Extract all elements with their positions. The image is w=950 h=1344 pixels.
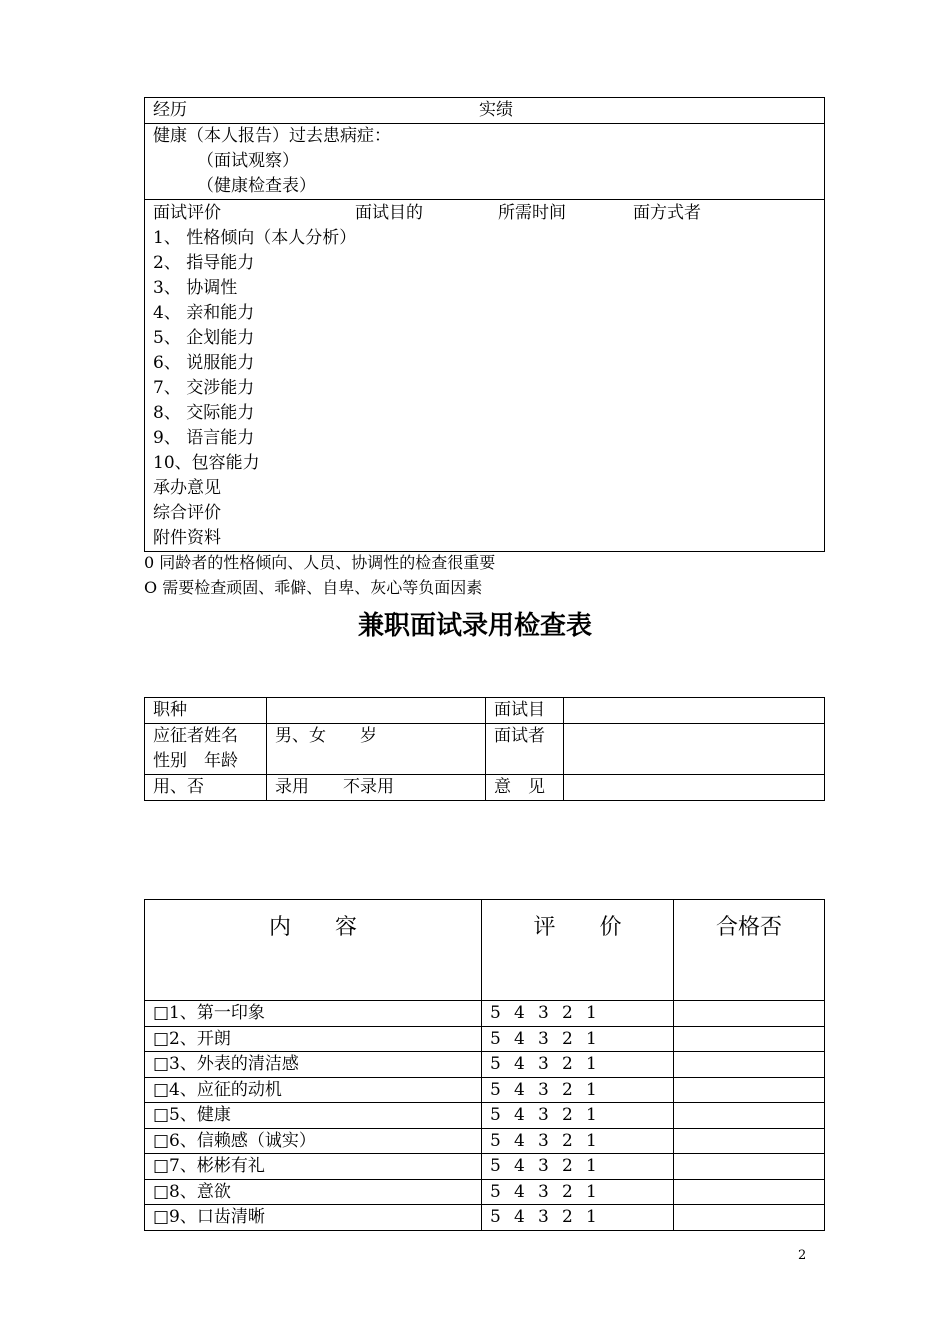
hire-options[interactable]: 录用 不录用 — [267, 775, 486, 801]
list-item: 7、 交涉能力 — [153, 378, 255, 398]
rating-option[interactable]: 5 — [490, 1130, 501, 1151]
rating-option[interactable]: 4 — [514, 1181, 525, 1202]
rating-option[interactable]: 5 — [490, 1079, 501, 1100]
list-item: 4、 亲和能力 — [153, 303, 255, 323]
checklist-item[interactable]: □4、应征的动机 — [145, 1077, 482, 1103]
health-line-2: （面试观察） — [197, 151, 299, 171]
rating-option[interactable]: 5 — [490, 1181, 501, 1202]
list-item: 6、 说服能力 — [153, 353, 255, 373]
rating-option[interactable]: 3 — [538, 1028, 549, 1049]
experience-label: 经历 — [153, 100, 187, 120]
opinion-label: 意 见 — [486, 775, 564, 801]
rating-option[interactable]: 2 — [562, 1181, 573, 1202]
interview-date-label: 面试目 — [486, 698, 564, 724]
achievement-label: 实绩 — [479, 100, 513, 120]
rating-option[interactable]: 5 — [490, 1156, 501, 1176]
rating-option[interactable]: 1 — [586, 1130, 597, 1151]
health-line-1: 健康（本人报告）过去患病症： — [153, 126, 391, 146]
table-row — [145, 1179, 825, 1205]
rating-option[interactable]: 4 — [514, 1079, 525, 1100]
rating-option[interactable]: 1 — [586, 1181, 597, 1202]
evaluation-cell — [145, 200, 825, 552]
job-label: 职种 — [145, 698, 267, 724]
list-item: 2、 指导能力 — [153, 253, 255, 273]
evaluation-checklist-table — [144, 899, 825, 1231]
table-row — [145, 1026, 825, 1052]
rating-option[interactable]: 2 — [562, 1207, 573, 1227]
list-item: 9、 语言能力 — [153, 428, 255, 448]
pass-header: 合格否 — [674, 900, 825, 1001]
checklist-item[interactable]: □6、信赖感（诚实） — [145, 1128, 482, 1154]
pass-cell[interactable] — [674, 1052, 825, 1078]
rating-option[interactable]: 5 — [490, 1105, 501, 1125]
table-row — [145, 1205, 825, 1231]
rating-option[interactable]: 1 — [586, 1003, 597, 1023]
pass-cell[interactable] — [674, 1179, 825, 1205]
rating-option[interactable]: 5 — [490, 1054, 501, 1074]
rating-option[interactable]: 4 — [514, 1003, 525, 1023]
rating-header: 评 价 — [482, 900, 674, 1001]
overall-evaluation-label: 综合评价 — [153, 503, 221, 523]
eval-header-method: 面方式者 — [633, 203, 701, 223]
checklist-item[interactable]: □7、彬彬有礼 — [145, 1154, 482, 1180]
evaluation-header — [153, 201, 816, 226]
checklist-item[interactable]: □9、口齿清晰 — [145, 1205, 482, 1231]
interviewer-field[interactable] — [564, 724, 825, 775]
interview-date-field[interactable] — [564, 698, 825, 724]
rating-option[interactable]: 5 — [490, 1207, 501, 1227]
experience-row — [145, 98, 825, 124]
eval-header-purpose: 面试目的 — [355, 203, 423, 223]
table-row — [145, 1052, 825, 1078]
content-header: 内 容 — [145, 900, 482, 1001]
rating-option[interactable]: 1 — [586, 1156, 597, 1176]
rating-option[interactable]: 1 — [586, 1207, 597, 1227]
applicant-name-label — [145, 724, 267, 775]
checklist-item[interactable]: □5、健康 — [145, 1103, 482, 1129]
rating-option[interactable]: 2 — [562, 1054, 573, 1074]
health-line-3: （健康检查表） — [197, 176, 316, 196]
table-row — [145, 1128, 825, 1154]
rating-option[interactable]: 3 — [538, 1079, 549, 1100]
list-item: 5、 企划能力 — [153, 328, 255, 348]
checklist-item[interactable]: □8、意欲 — [145, 1179, 482, 1205]
handling-opinion-label: 承办意见 — [153, 478, 221, 498]
table-row — [145, 1103, 825, 1129]
table-row — [145, 1001, 825, 1027]
interviewer-label: 面试者 — [486, 724, 564, 775]
note-line-2: O 需要检查顽固、乖僻、自卑、灰心等负面因素 — [144, 578, 483, 597]
rating-option[interactable]: 2 — [562, 1105, 573, 1125]
rating-option[interactable]: 3 — [538, 1207, 549, 1227]
rating-option[interactable]: 5 — [490, 1003, 501, 1023]
attachments-label: 附件资料 — [153, 528, 221, 548]
eval-header-time: 所需时间 — [498, 203, 566, 223]
interview-record-table — [144, 97, 825, 552]
pass-cell[interactable] — [674, 1001, 825, 1027]
page-number: 2 — [798, 1248, 807, 1263]
rating-scale[interactable] — [482, 1026, 674, 1052]
opinion-field[interactable] — [564, 775, 825, 801]
rating-option[interactable]: 4 — [514, 1105, 525, 1125]
rating-option[interactable]: 1 — [586, 1054, 597, 1074]
rating-option[interactable]: 3 — [538, 1130, 549, 1151]
rating-scale[interactable] — [482, 1179, 674, 1205]
pass-cell[interactable] — [674, 1077, 825, 1103]
note-line-1: 0 同龄者的性格倾向、人员、协调性的检查很重要 — [144, 553, 496, 572]
rating-option[interactable]: 2 — [562, 1130, 573, 1151]
rating-option[interactable]: 5 — [490, 1028, 501, 1049]
name-label-line-1: 应征者姓名 — [153, 726, 238, 746]
health-cell — [145, 124, 825, 200]
rating-scale[interactable] — [482, 1128, 674, 1154]
rating-scale[interactable] — [482, 1154, 674, 1180]
list-item: 10、包容能力 — [153, 453, 260, 473]
rating-option[interactable]: 4 — [514, 1156, 525, 1176]
gender-age-field[interactable]: 男、女 岁 — [267, 724, 486, 775]
rating-scale[interactable] — [482, 1205, 674, 1231]
pass-cell[interactable] — [674, 1128, 825, 1154]
eval-header-evaluation: 面试评价 — [153, 203, 221, 223]
name-label-line-2: 性别 年龄 — [153, 751, 238, 771]
rating-option[interactable]: 1 — [586, 1028, 597, 1049]
rating-option[interactable]: 3 — [538, 1054, 549, 1074]
list-item: 8、 交际能力 — [153, 403, 255, 423]
page-title: 兼职面试录用检查表 — [357, 611, 592, 641]
checklist-item[interactable]: □3、外表的清洁感 — [145, 1052, 482, 1078]
rating-option[interactable]: 2 — [562, 1156, 573, 1176]
checklist-item[interactable]: □2、开朗 — [145, 1026, 482, 1052]
table-row — [145, 1154, 825, 1180]
list-item: 3、 协调性 — [153, 278, 238, 298]
rating-scale[interactable] — [482, 1103, 674, 1129]
job-field[interactable] — [267, 698, 486, 724]
rating-option[interactable]: 4 — [514, 1028, 525, 1049]
rating-option[interactable]: 4 — [514, 1054, 525, 1074]
pass-cell[interactable] — [674, 1154, 825, 1180]
rating-option[interactable]: 4 — [514, 1130, 525, 1151]
hire-label: 用、否 — [145, 775, 267, 801]
rating-option[interactable]: 3 — [538, 1181, 549, 1202]
rating-option[interactable]: 3 — [538, 1003, 549, 1023]
rating-option[interactable]: 4 — [514, 1207, 525, 1227]
rating-option[interactable]: 2 — [562, 1003, 573, 1023]
pass-cell[interactable] — [674, 1026, 825, 1052]
pass-cell[interactable] — [674, 1103, 825, 1129]
rating-option[interactable]: 1 — [586, 1079, 597, 1100]
rating-scale[interactable] — [482, 1077, 674, 1103]
pass-cell[interactable] — [674, 1205, 825, 1231]
rating-option[interactable]: 3 — [538, 1105, 549, 1125]
list-item: 1、 性格倾向（本人分析） — [153, 228, 357, 248]
rating-option[interactable]: 3 — [538, 1156, 549, 1176]
rating-scale[interactable] — [482, 1052, 674, 1078]
applicant-info-table — [144, 697, 825, 801]
rating-scale[interactable] — [482, 1001, 674, 1027]
table-row — [145, 1077, 825, 1103]
rating-option[interactable]: 2 — [562, 1028, 573, 1049]
rating-option[interactable]: 2 — [562, 1079, 573, 1100]
checklist-item[interactable]: □1、第一印象 — [145, 1001, 482, 1027]
rating-option[interactable]: 1 — [586, 1105, 597, 1125]
